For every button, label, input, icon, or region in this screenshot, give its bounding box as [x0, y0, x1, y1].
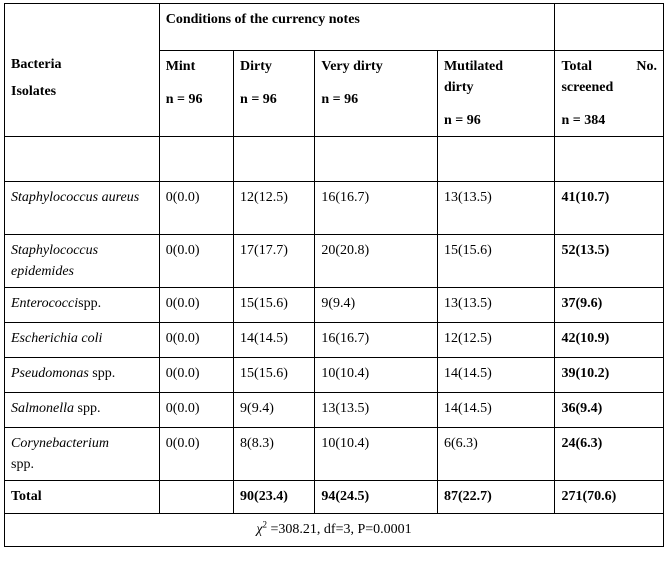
table-row — [5, 358, 664, 393]
cell-total: 41(10.7) — [555, 182, 664, 235]
total-mint — [159, 481, 233, 514]
total-dirty: 90(23.4) — [234, 481, 315, 514]
col-label: Dirty — [240, 59, 272, 74]
cell-total: 37(9.6) — [555, 288, 664, 323]
cell-total: 42(10.9) — [555, 323, 664, 358]
bacteria-currency-table — [4, 3, 664, 547]
cell-total: 36(9.4) — [555, 393, 664, 428]
bacteria-name: Staphylococcus aureus — [5, 182, 160, 235]
table-container — [4, 3, 664, 547]
bacteria-name: Enterococcispp. — [5, 288, 160, 323]
total-word3: screened — [561, 80, 614, 95]
table-row — [5, 323, 664, 358]
total-very-dirty: 94(24.5) — [315, 481, 438, 514]
cell-mutilated: 15(15.6) — [437, 235, 555, 288]
total-word1: Total — [561, 59, 593, 74]
col-label: Mint — [165, 59, 196, 74]
cell-mutilated: 14(14.5) — [437, 393, 555, 428]
bacteria-name: Salmonella spp. — [5, 393, 160, 428]
cell-dirty: 12(12.5) — [234, 182, 315, 235]
cell-mint: 0(0.0) — [159, 428, 233, 481]
col-label: Very dirty — [321, 59, 383, 74]
cell-mint: 0(0.0) — [159, 358, 233, 393]
col-header-dirty — [234, 51, 315, 137]
cell-mint: 0(0.0) — [159, 235, 233, 288]
row-label-line1: Bacteria — [11, 57, 62, 72]
cell-total: 52(13.5) — [555, 235, 664, 288]
cell-mint: 0(0.0) — [159, 182, 233, 235]
cell-mint: 0(0.0) — [159, 323, 233, 358]
col-header-mint — [159, 51, 233, 137]
empty-row — [5, 137, 664, 182]
bacteria-name: Pseudomonas spp. — [5, 358, 160, 393]
header-row-group — [5, 4, 664, 51]
row-label-header — [5, 4, 160, 137]
cell-mint: 0(0.0) — [159, 393, 233, 428]
cell-mutilated: 14(14.5) — [437, 358, 555, 393]
cell-mutilated: 13(13.5) — [437, 288, 555, 323]
cell-dirty: 15(15.6) — [234, 288, 315, 323]
cell-very-dirty: 16(16.7) — [315, 182, 438, 235]
cell-dirty: 15(15.6) — [234, 358, 315, 393]
cell-dirty: 17(17.7) — [234, 235, 315, 288]
cell-mutilated: 12(12.5) — [437, 323, 555, 358]
table-row — [5, 288, 664, 323]
table-row — [5, 393, 664, 428]
col-n: n = 96 — [240, 92, 277, 107]
total-all: 271(70.6) — [555, 481, 664, 514]
group-title: Conditions of the currency notes — [159, 4, 555, 51]
total-word2: No. — [636, 59, 657, 74]
bacteria-name: Escherichia coli — [5, 323, 160, 358]
col-n: n = 384 — [561, 113, 606, 128]
total-mutilated: 87(22.7) — [437, 481, 555, 514]
cell-very-dirty: 10(10.4) — [315, 358, 438, 393]
col-n: n = 96 — [321, 92, 359, 107]
col-header-mutilated-dirty — [437, 51, 555, 137]
cell-very-dirty: 16(16.7) — [315, 323, 438, 358]
cell-dirty: 14(14.5) — [234, 323, 315, 358]
cell-very-dirty: 9(9.4) — [315, 288, 438, 323]
col-n: n = 96 — [443, 113, 481, 128]
cell-very-dirty: 13(13.5) — [315, 393, 438, 428]
cell-mutilated: 6(6.3) — [437, 428, 555, 481]
col-label: Mutilated dirty — [443, 59, 504, 95]
cell-dirty: 9(9.4) — [234, 393, 315, 428]
empty-header-cell — [555, 4, 664, 51]
cell-very-dirty: 10(10.4) — [315, 428, 438, 481]
total-row — [5, 481, 664, 514]
footnote-row — [5, 514, 664, 547]
col-n: n = 96 — [165, 92, 203, 107]
table-row — [5, 235, 664, 288]
col-header-total — [555, 51, 664, 137]
table-row — [5, 182, 664, 235]
bacteria-name: Corynebacterium spp. — [5, 428, 160, 481]
cell-mint: 0(0.0) — [159, 288, 233, 323]
bacteria-name: Staphylococcus epidemides — [5, 235, 160, 288]
cell-mutilated: 13(13.5) — [437, 182, 555, 235]
col-header-very-dirty — [315, 51, 438, 137]
table-row — [5, 428, 664, 481]
cell-dirty: 8(8.3) — [234, 428, 315, 481]
statistics-footnote: $\chi^2 =308.21$, df=3, P=0.0001 — [5, 514, 664, 547]
row-label-line2: Isolates — [11, 84, 57, 99]
cell-very-dirty: 20(20.8) — [315, 235, 438, 288]
total-label: Total — [5, 481, 160, 514]
cell-total: 39(10.2) — [555, 358, 664, 393]
cell-total: 24(6.3) — [555, 428, 664, 481]
